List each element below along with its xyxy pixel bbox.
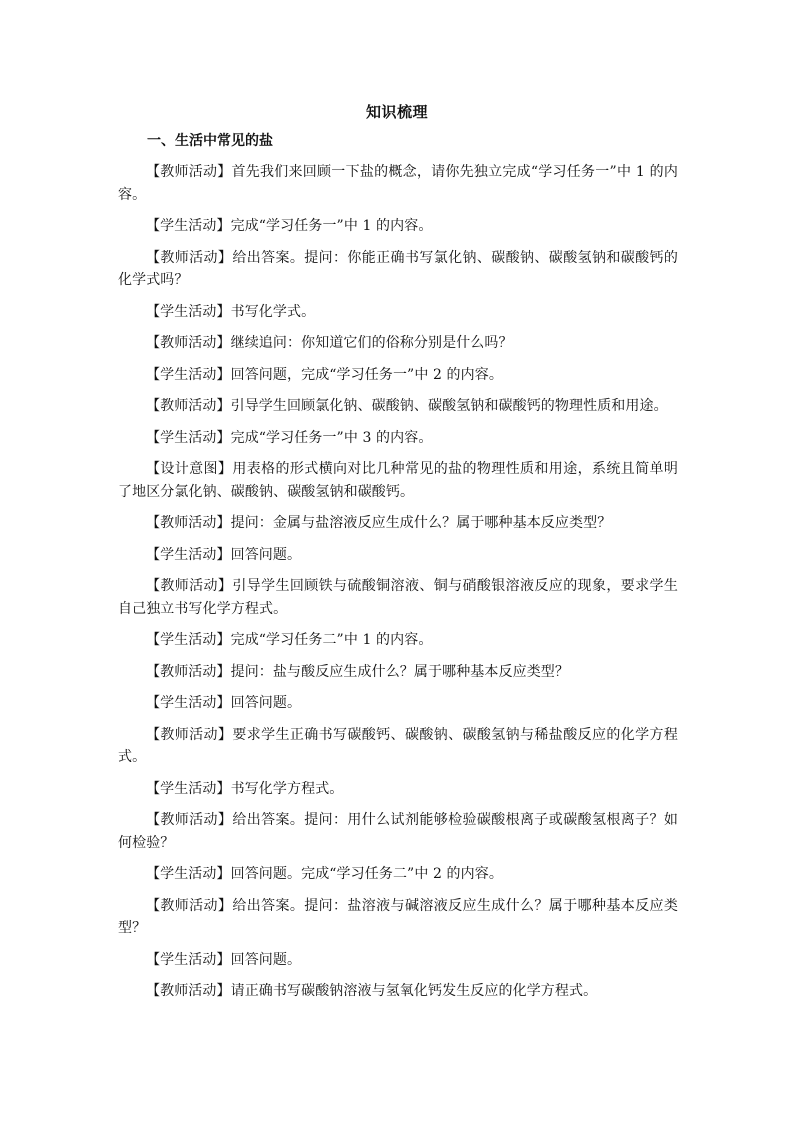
paragraph: 【教师活动】引导学生回顾氯化钠、碳酸钠、碳酸氢钠和碳酸钙的物理性质和用途。 [146,398,668,414]
paragraph: 【教师活动】给出答案。提问：盐溶液与碱溶液反应生成什么？属于哪种基本反应类型？ [118,897,678,936]
paragraph: 【教师活动】要求学生正确书写碳酸钙、碳酸钠、碳酸氢钠与稀盐酸反应的化学方程式。 [118,726,678,765]
paragraph: 【学生活动】回答问题。 [146,695,302,711]
section-heading: 一、生活中常见的盐 [147,133,273,149]
paragraph: 【教师活动】给出答案。提问：你能正确书写氯化钠、碳酸钠、碳酸氢钠和碳酸钙的化学式吗？ [118,249,678,288]
paragraph: 【学生活动】回答问题。 [146,546,302,563]
paragraph: 【教师活动】给出答案。提问：用什么试剂能够检验碳酸根离子或碳酸氢根离子？如何检验？ [118,812,678,851]
paragraph: 【教师活动】首先我们来回顾一下盐的概念，请你先独立完成“学习任务一”中 1 的内容。 [118,164,678,203]
paragraph: 【教师活动】提问：盐与酸反应生成什么？属于哪种基本反应类型？ [146,663,569,680]
body-text [118,161,678,1012]
paragraph: 【学生活动】回答问题，完成“学习任务一”中 2 的内容。 [146,366,503,383]
paragraph: 【学生活动】书写化学式。 [146,303,316,320]
paragraph: 【学生活动】回答问题。 [146,951,302,968]
paragraph: 【设计意图】用表格的形式横向对比几种常见的盐的物理性质和用途，系统且简单明了地区分氯化钠、碳酸钠、碳酸氢钠和碳酸钙。 [118,461,678,500]
paragraph: 【学生活动】完成“学习任务二”中 1 的内容。 [146,632,433,648]
paragraph: 【教师活动】提问：金属与盐溶液反应生成什么？属于哪种基本反应类型？ [146,515,612,531]
paragraph: 【学生活动】书写化学方程式。 [146,780,344,797]
paragraph: 【学生活动】完成“学习任务一”中 3 的内容。 [146,429,433,446]
paragraph: 【教师活动】引导学生回顾铁与硫酸铜溶液、铜与硝酸银溶液反应的现象，要求学生自己独立书写化学方程式。 [118,578,678,617]
page-title: 知识梳理 [365,103,428,121]
paragraph: 【教师活动】继续追问：你知道它们的俗称分别是什么吗？ [146,335,513,351]
paragraph: 【学生活动】回答问题。完成“学习任务二”中 2 的内容。 [146,866,503,882]
paragraph: 【学生活动】完成“学习任务一”中 1 的内容。 [146,218,433,234]
paragraph: 【教师活动】请正确书写碳酸钠溶液与氢氧化钙发生反应的化学方程式。 [146,983,598,999]
